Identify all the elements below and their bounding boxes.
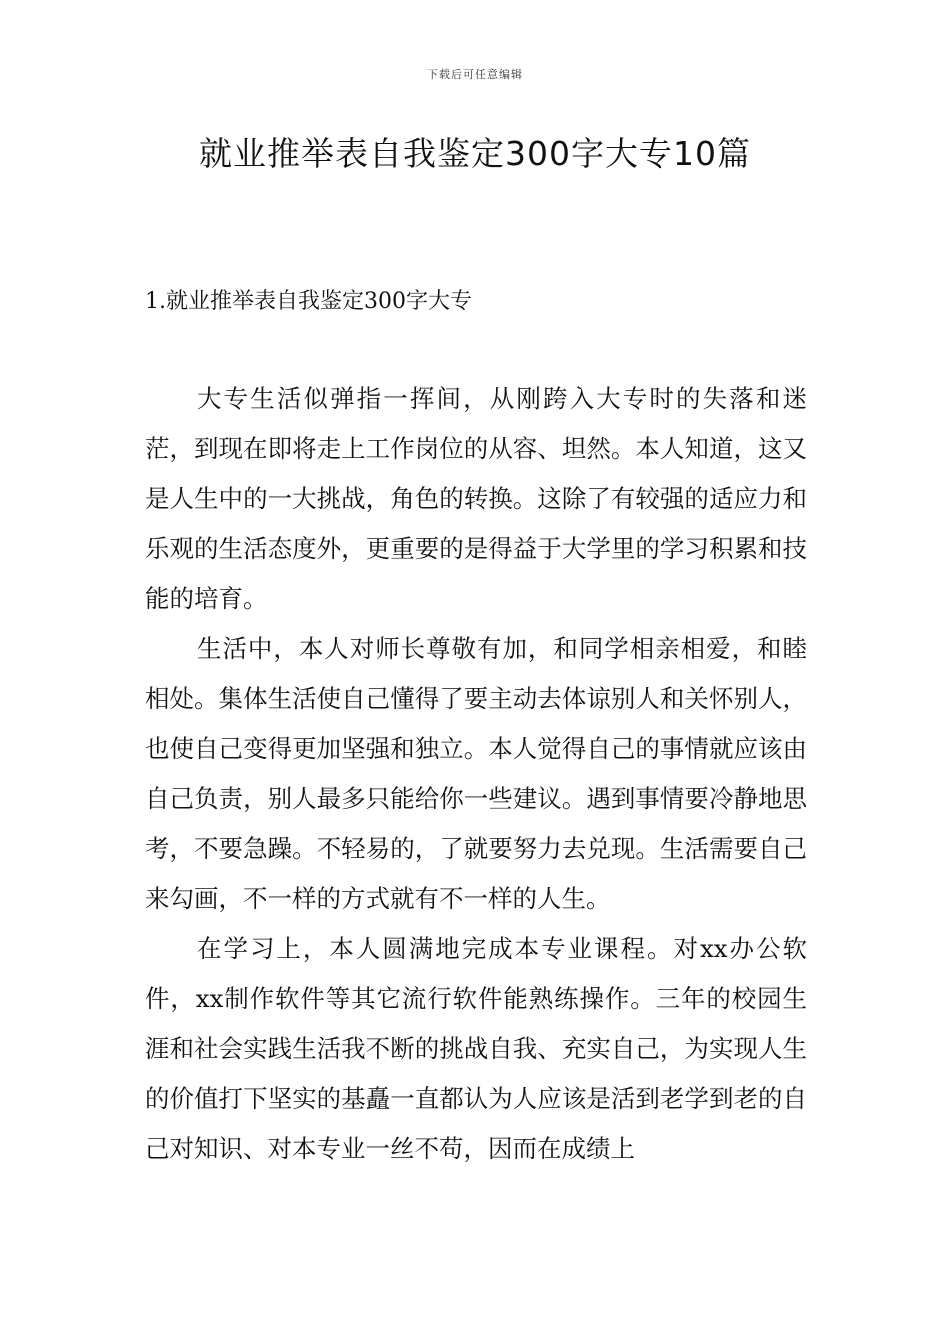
paragraph-3: 在学习上，本人圆满地完成本专业课程。对xx办公软件，xx制作软件等其它流行软件能熟练操作。三年的校园生涯和社会实践生活我不断的挑战自我、充实自己，为实现人生的价值打下坚实的基矗一直都认为人应该是活到老学到老的自己对知识、对本专业一丝不苟，因而在成绩上 (145, 934, 807, 1163)
body-text (145, 374, 807, 1174)
header-note: 下载后可任意编辑 (427, 68, 523, 81)
section-heading: 1.就业推举表自我鉴定300字大专 (145, 289, 472, 314)
paragraph-2: 生活中，本人对师长尊敬有加，和同学相亲相爱，和睦相处。集体生活使自己懂得了要主动去体谅别人和关怀别人，也使自己变得更加坚强和独立。本人觉得自己的事情就应该由自己负责，别人最多只能给你一些建议。遇到事情要冷静地思考，不要急躁。不轻易的，了就要努力去兑现。生活需要自己来勾画，不一样的方式就有不一样的人生。 (145, 634, 807, 913)
document-title: 就业推举表自我鉴定300字大专10篇 (199, 134, 751, 173)
paragraph-1: 大专生活似弹指一挥间，从刚跨入大专时的失落和迷茫，到现在即将走上工作岗位的从容、坦然。本人知道，这又是人生中的一大挑战，角色的转换。这除了有较强的适应力和乐观的生活态度外，更重要的是得益于大学里的学习积累和技能的培育。 (145, 384, 807, 613)
